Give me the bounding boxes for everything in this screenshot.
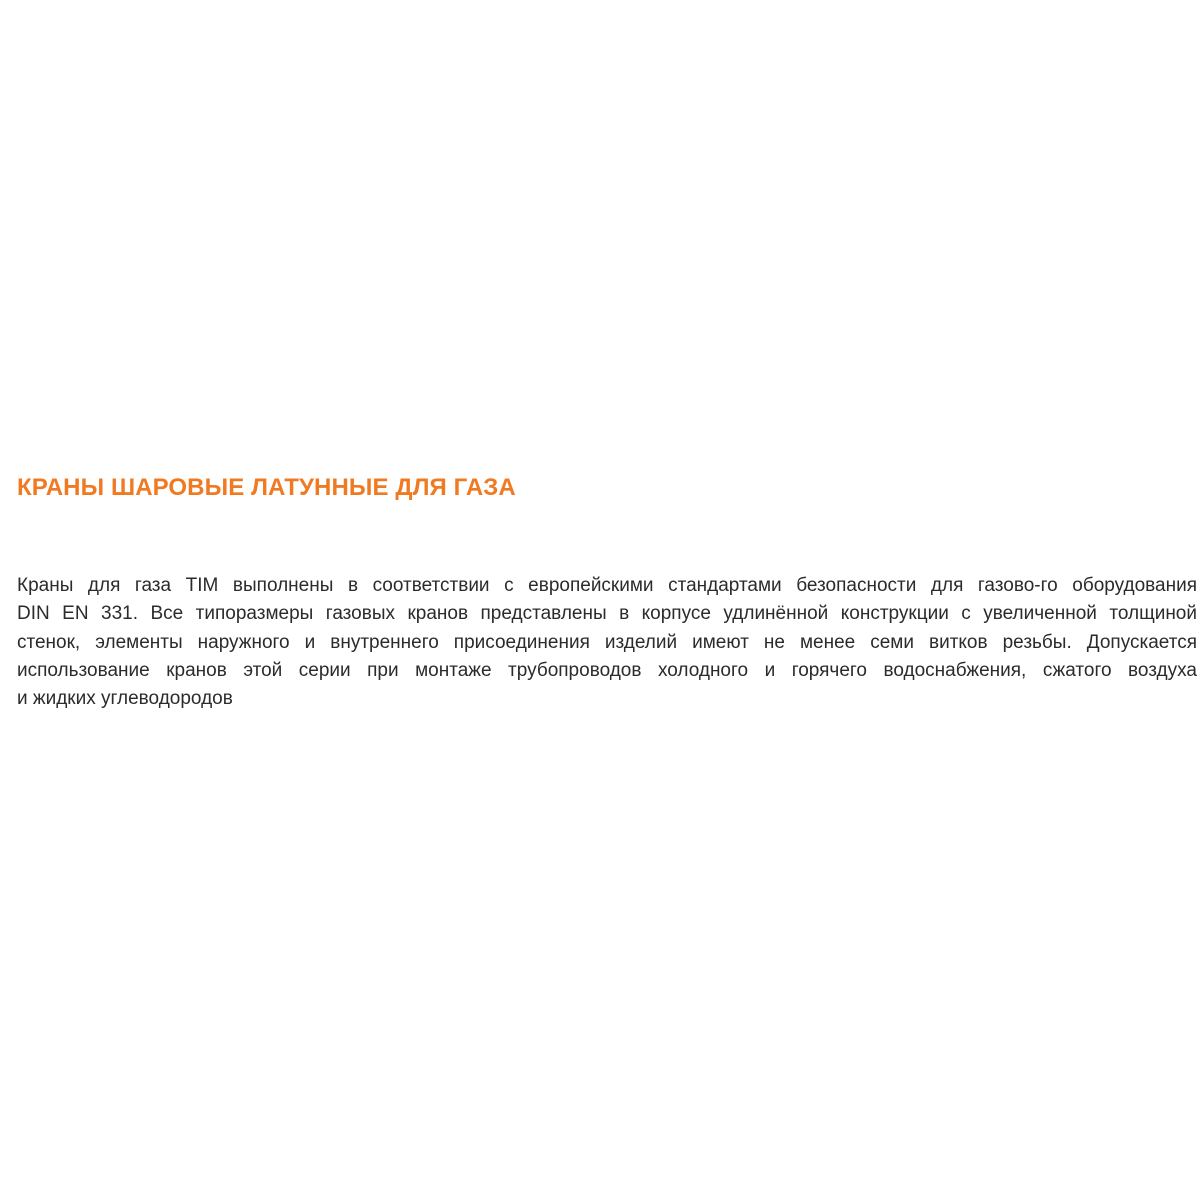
description-line: и жидких углеводородов — [17, 688, 233, 710]
section-heading: КРАНЫ ШАРОВЫЕ ЛАТУННЫЕ ДЛЯ ГАЗА — [17, 474, 516, 501]
description-line: Краны для газа TIM выполнены в соответствии с европейскими стандартами безопасности для газово-го оборудования — [17, 575, 1197, 596]
description-line: стенок, элементы наружного и внутреннего присоединения изделий имеют не менее семи витков резьбы. Допускается — [17, 631, 1197, 653]
description-line: DIN EN 331. Все типоразмеры газовых кранов представлены в корпусе удлинённой конструкции с увеличенной толщиной — [17, 603, 1197, 625]
description-paragraph — [17, 572, 1197, 713]
product-description-section — [17, 462, 1197, 713]
description-line: использование кранов этой серии при монтаже трубопроводов холодного и горячего водоснабжения, сжатого воздуха — [17, 659, 1197, 681]
